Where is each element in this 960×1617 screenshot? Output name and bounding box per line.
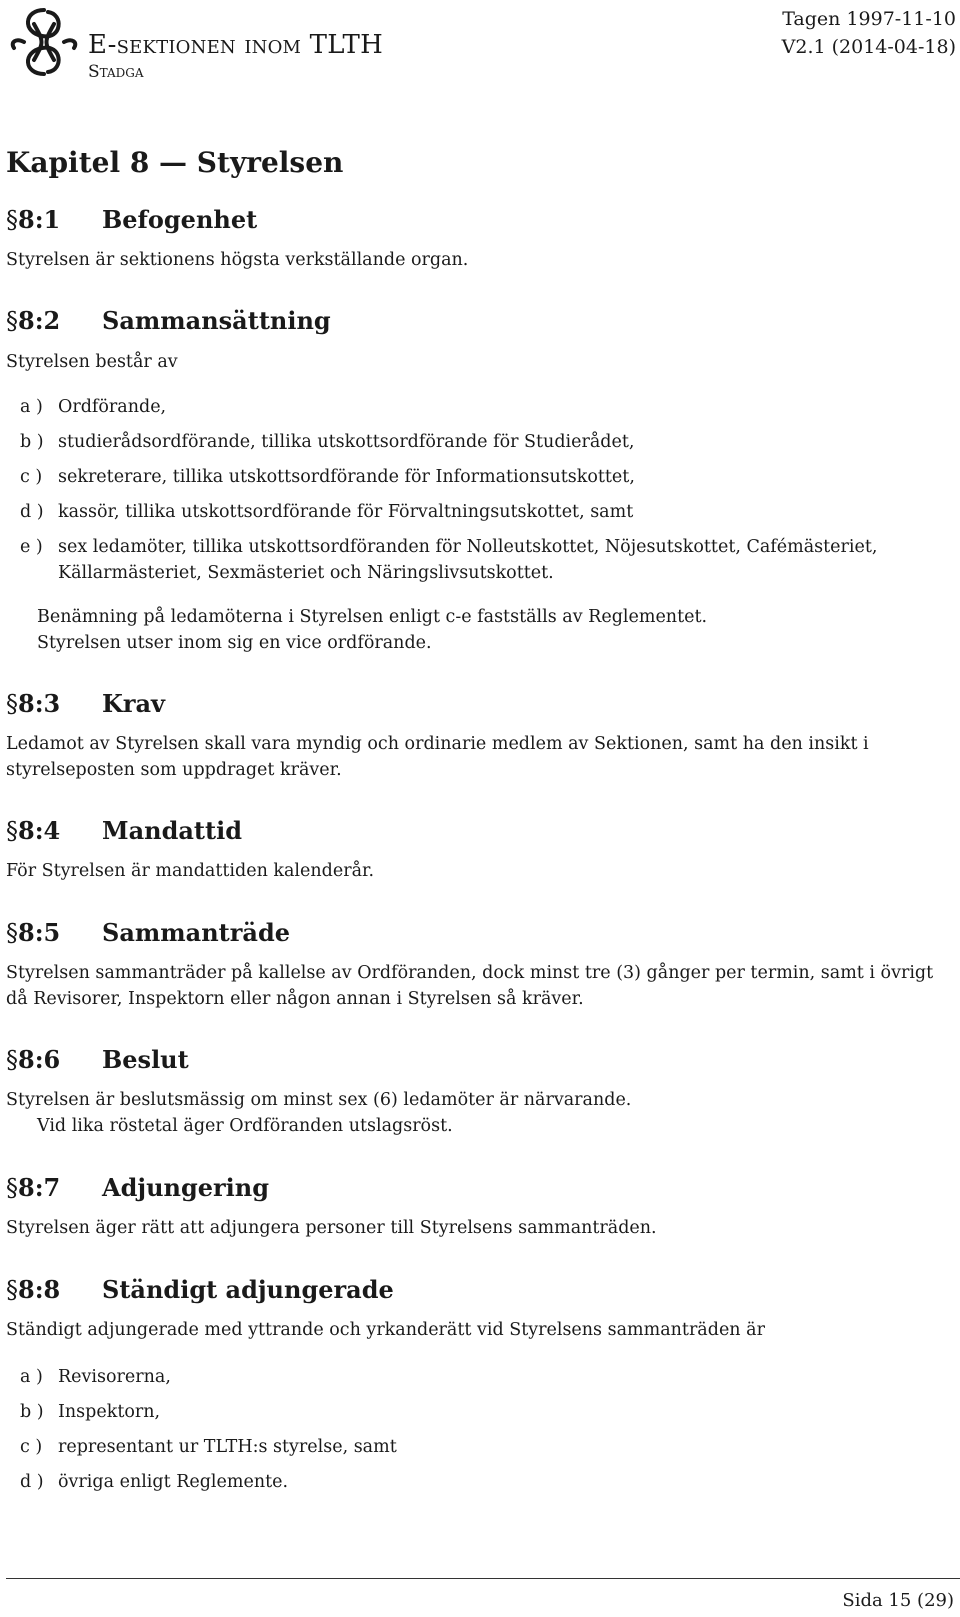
section-intro: Styrelsen består av [6,352,178,372]
list-item: d ) kassör, tillika utskottsordförande för Förvaltningsutskottet, samt [20,502,634,522]
list-item: a ) Ordförande, [20,397,167,417]
section-heading: §8:2 Sammansättning [6,306,331,335]
section-intro: Ständigt adjungerade med yttrande och yrkanderätt vid Styrelsens sammanträden är [6,1320,765,1340]
section-text: Styrelsen är sektionens högsta verkställande organ. [6,250,469,270]
list-item: e ) sex ledamöter, tillika utskottsordföranden för Nolleutskottet, Nöjesutskottet, Cafémästeriet, [20,537,878,557]
chapter-title: Kapitel 8 — Styrelsen [6,146,344,179]
section-heading: §8:6 Beslut [6,1045,189,1074]
section-text: Styrelsen sammanträder på kallelse av Ordföranden, dock minst tre (3) gånger per termin, samt i övrigt då Revisorer, Inspektorn eller någon annan i Styrelsen så kräver. [6,963,934,1009]
list-item: c ) representant ur TLTH:s styrelse, samt [20,1437,397,1457]
section-heading: §8:4 Mandattid [6,816,242,845]
org-name: E-sektionen inom TLTH [88,30,383,60]
document-name: Stadga [88,62,144,82]
page-number: Sida 15 (29) [842,1590,954,1611]
section-heading: §8:7 Adjungering [6,1173,270,1202]
list-item: b ) studierådsordförande, tillika utskottsordförande för Studierådet, [20,432,635,452]
section-text: Styrelsen äger rätt att adjungera personer till Styrelsens sammanträden. [6,1218,657,1238]
section-note: Styrelsen utser inom sig en vice ordförande. [37,633,432,653]
section-text: Styrelsen är beslutsmässig om minst sex (6) ledamöter är närvarande. [6,1090,632,1110]
section-heading: §8:1 Befogenhet [6,205,258,234]
adopted-date: Tagen 1997-11-10 [782,8,956,30]
section-text: För Styrelsen är mandattiden kalenderår. [6,861,375,881]
section-heading: §8:8 Ständigt adjungerade [6,1275,394,1304]
list-item: b ) Inspektorn, [20,1402,161,1422]
section-text: Ledamot av Styrelsen skall vara myndig och ordinarie medlem av Sektionen, samt ha den insikt i styrelseposten som uppdraget kräver. [6,734,869,780]
section-heading: §8:3 Krav [6,689,165,718]
list-item: a ) Revisorerna, [20,1367,171,1387]
version: V2.1 (2014-04-18) [781,36,956,58]
list-item-continuation: Källarmästeriet, Sexmästeriet och Näringslivsutskottet. [58,563,554,583]
section-text: Vid lika röstetal äger Ordföranden utslagsröst. [37,1116,453,1136]
list-item: d ) övriga enligt Reglemente. [20,1472,289,1492]
footer-rule [6,1578,960,1579]
list-item: c ) sekreterare, tillika utskottsordförande för Informationsutskottet, [20,467,635,487]
section-logo [4,2,84,82]
section-heading: §8:5 Sammanträde [6,918,291,947]
section-note: Benämning på ledamöterna i Styrelsen enligt c-e fastställs av Reglementet. [37,607,708,627]
